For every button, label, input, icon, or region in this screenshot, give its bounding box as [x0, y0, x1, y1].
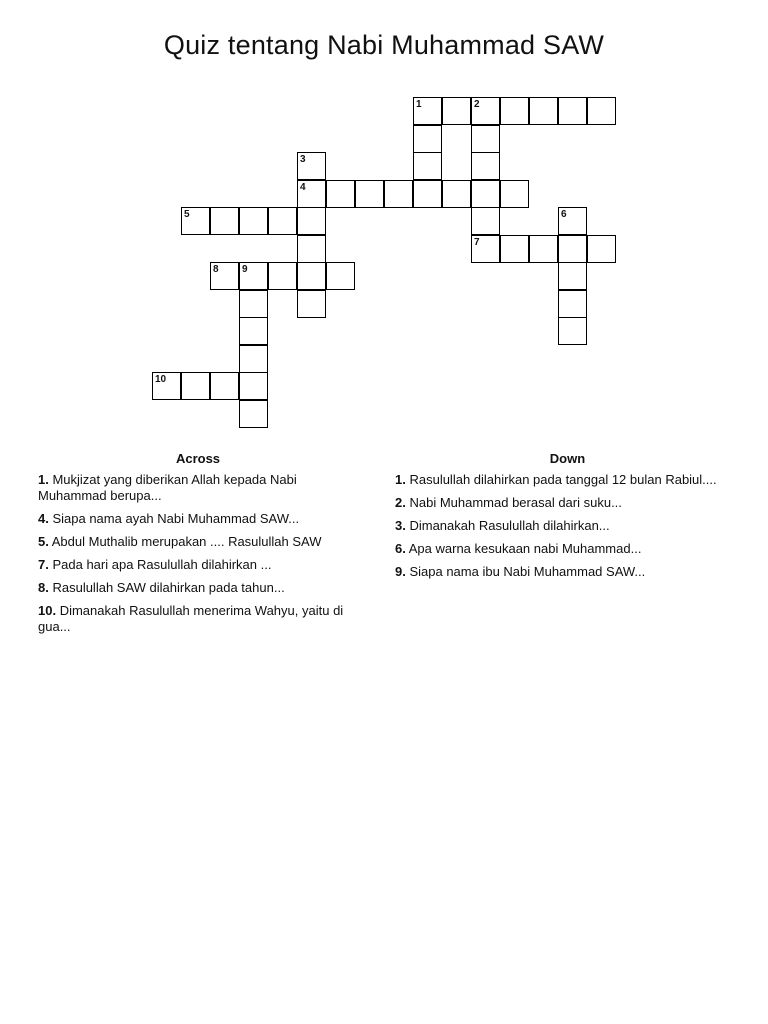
clue-down-1: 1. Rasulullah dilahirkan pada tanggal 12 bulan Rabiul....: [395, 472, 717, 487]
grid-cell[interactable]: [239, 262, 268, 290]
grid-cell[interactable]: [442, 97, 471, 125]
grid-cell[interactable]: [326, 180, 355, 208]
clue-across-7: 7. Pada hari apa Rasulullah dilahirkan ...: [38, 557, 272, 572]
grid-cell[interactable]: [239, 345, 268, 373]
grid-cell[interactable]: [239, 372, 268, 400]
grid-cell[interactable]: [471, 180, 500, 208]
grid-cell[interactable]: [471, 125, 500, 153]
grid-cell[interactable]: [210, 207, 239, 235]
grid-cell[interactable]: [326, 262, 355, 290]
grid-cell[interactable]: [558, 290, 587, 318]
grid-cell[interactable]: [239, 400, 268, 428]
clue-number: 2: [474, 99, 480, 110]
clue-across-8: 8. Rasulullah SAW dilahirkan pada tahun...: [38, 580, 285, 595]
grid-cell[interactable]: [558, 262, 587, 290]
grid-cell[interactable]: [558, 97, 587, 125]
clue-number: 1: [416, 99, 422, 110]
grid-cell[interactable]: [152, 372, 181, 400]
grid-cell[interactable]: [558, 207, 587, 235]
down-clues: [395, 451, 740, 587]
grid-cell[interactable]: [471, 207, 500, 235]
grid-cell[interactable]: [471, 235, 500, 263]
grid-cell[interactable]: [413, 125, 442, 153]
across-clues: [38, 451, 358, 642]
clue-number: 8: [213, 264, 219, 275]
clue-number: 4: [300, 181, 306, 193]
grid-cell[interactable]: [587, 235, 616, 263]
clue-across-4: 4. Siapa nama ayah Nabi Muhammad SAW...: [38, 511, 300, 526]
clue-across-5: 5. Abdul Muthalib merupakan .... Rasulullah SAW: [38, 534, 322, 549]
grid-cell[interactable]: [181, 372, 210, 400]
grid-cell[interactable]: [268, 207, 297, 235]
grid-cell[interactable]: [413, 97, 442, 125]
grid-cell[interactable]: [297, 152, 326, 180]
grid-cell[interactable]: [384, 180, 413, 208]
clue-number: 3: [300, 154, 306, 165]
grid-cell[interactable]: [355, 180, 384, 208]
clue-number: 6: [561, 209, 567, 220]
clue-down-9: 9. Siapa nama ibu Nabi Muhammad SAW...: [395, 564, 646, 579]
grid-cell[interactable]: [500, 180, 529, 208]
grid-cell[interactable]: [471, 97, 500, 125]
grid-cell[interactable]: [239, 207, 268, 235]
grid-cell[interactable]: [529, 97, 558, 125]
grid-cell[interactable]: [210, 372, 239, 400]
grid-cell[interactable]: [500, 235, 529, 263]
grid-cell[interactable]: [558, 235, 587, 263]
grid-cell[interactable]: [413, 152, 442, 180]
grid-cell[interactable]: [181, 207, 210, 235]
down-heading: Down: [549, 451, 586, 466]
page-title: Quiz tentang Nabi Muhammad SAW: [163, 30, 605, 60]
crossword-grid: [0, 0, 768, 440]
grid-cell[interactable]: [297, 235, 326, 263]
grid-cell[interactable]: [500, 97, 529, 125]
grid-cell[interactable]: [297, 180, 326, 208]
grid-cell[interactable]: [297, 290, 326, 318]
clue-across-1: 1. Mukjizat yang diberikan Allah kepada Nabi Muhammad berupa...: [38, 472, 297, 503]
grid-cell[interactable]: [558, 317, 587, 345]
grid-cell[interactable]: [268, 262, 297, 290]
clue-across-10: 10. Dimanakah Rasulullah menerima Wahyu, yaitu di gua...: [38, 603, 344, 634]
grid-cell[interactable]: [413, 180, 442, 208]
grid-cell[interactable]: [239, 290, 268, 318]
clue-number: 5: [184, 209, 190, 220]
grid-cell[interactable]: [210, 262, 239, 290]
grid-cell[interactable]: [529, 235, 558, 263]
clue-number: 7: [474, 236, 480, 248]
clue-down-6: 6. Apa warna kesukaan nabi Muhammad...: [395, 541, 642, 556]
clue-number: 9: [242, 264, 248, 275]
grid-cell[interactable]: [297, 262, 326, 290]
clue-down-2: 2. Nabi Muhammad berasal dari suku...: [395, 495, 622, 510]
grid-cell[interactable]: [471, 152, 500, 180]
clue-down-3: 3. Dimanakah Rasulullah dilahirkan...: [395, 518, 610, 533]
grid-cell[interactable]: [442, 180, 471, 208]
clue-number: 10: [155, 374, 167, 385]
grid-cell[interactable]: [297, 207, 326, 235]
across-heading: Across: [175, 451, 221, 466]
grid-cell[interactable]: [587, 97, 616, 125]
grid-cell[interactable]: [239, 317, 268, 345]
